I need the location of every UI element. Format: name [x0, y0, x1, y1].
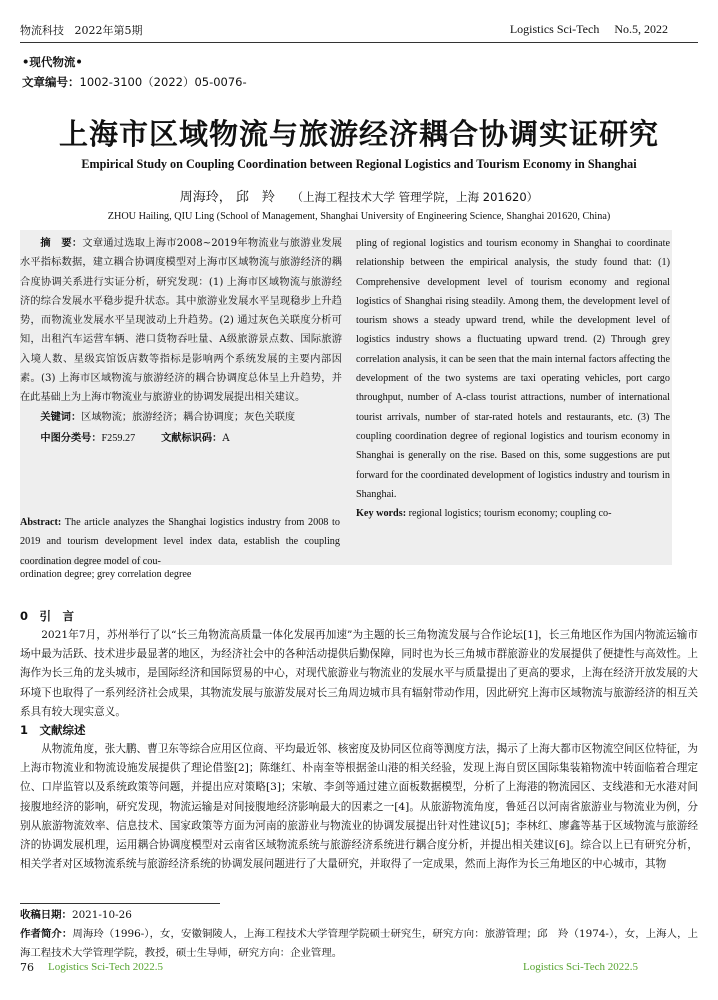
- running-header-right: [510, 22, 668, 37]
- section-1-heading: 1 文献综述: [20, 723, 86, 737]
- running-header-left: [20, 22, 143, 38]
- page-number: 76: [20, 961, 34, 974]
- author-bio-text: 周海玲（1996-），女，安徽铜陵人，上海工程技术大学管理学院硕士研究生，研究方向：旅游管理；邱 羚（1974-），女，上海人，上海工程技术大学管理学院，教授，硕士生导师，研究方向：企业管理。: [20, 928, 698, 959]
- keywords-cn-label: 关键词：: [40, 411, 82, 423]
- clc-label: 中图分类号：: [40, 432, 102, 444]
- journal-name-cn: 物流科技: [20, 24, 64, 37]
- keywords-cn-text: 区域物流；旅游经济；耦合协调度；灰色关联度: [81, 411, 296, 423]
- abstract-en-left: [20, 513, 340, 571]
- header-rule: [20, 42, 698, 43]
- title-cn: 上海市区域物流与旅游经济耦合协调实证研究: [58, 117, 659, 151]
- classification-line: [20, 429, 342, 448]
- footer-journal-right: Logistics Sci-Tech 2022.5: [522, 961, 638, 973]
- footnote-author-bio: [20, 925, 698, 963]
- article-id-label: 文章编号：: [22, 75, 80, 89]
- abstract-cn-text: 文章通过选取上海市2008~2019年物流业与旅游业发展水平指标数据，建立耦合协调度模型对上海市区域物流与旅游经济的耦合度协调关系进行实证分析，研究发现：(1) 上海市区域物流与旅游经济的综合发展水平稳步提升状态。其中旅游业发展水平呈现稳步上升趋势，而物流业发展水平呈现波动上升趋势。(2) 通过灰色关联度分析可知，出租汽车运营车辆、港口货物吞吐量、A级旅游景点数、国际旅游入境人数、星级宾馆饭店数等指标是影响两个系统发展的主要内部因素。(3) 上海市区域物流与旅游经济的耦合协调度总体呈上升趋势，并在此基础上为上海市物流业与旅游业的协调发展提出相关建议。: [20, 238, 342, 404]
- author-bio-label: 作者简介：: [20, 928, 73, 940]
- authors-cn: 周海玲， 邱 羚: [179, 190, 275, 205]
- doc-code-label: 文献标识码：: [161, 432, 223, 444]
- journal-name-en: Logistics Sci-Tech: [509, 22, 600, 36]
- abstract-en-text-right: pling of regional logistics and tourism economy in Shanghai to coordinate relationship between the empirical analysis, the study found that: (1) Comprehensive development level of tourism economy and regional logistics of Shanghai rising steadily. Among them, the development level of tourism shows a steady upward trend, while the development level of logistics industry shows a fluctuating upward trend. (2) Through grey correlation analysis, it can be seen that the main internal factors affecting the development of the two systems are taxi operating vehicles, port cargo throughput, number of A-class tourist attractions, number of international tourist arrivals, number of star-rated hotels and restaurants, etc. (3) The coupling coordination degree of regional logistics and tourism economy in Shanghai is generally on the rise. Based on this, some suggestions are put forward for the coordinated development of logistics industry and tourism in Shanghai.: [356, 238, 670, 500]
- section-1-paragraph: 从物流角度，张大鹏、曹卫东等综合应用区位商、平均最近邻、核密度及协同区位商等测度方法，揭示了上海大都市区物流空间区位特征，为上海市物流业和物流设施发展提供了理论借鉴[2]；陈继红、朴南奎等根据釜山港的相关经验，发现上海自贸区国际集装箱物流中转面临着合理定位、口岸监管以及系统政策等问题，并提出应对策略[3]；宋敏、李剑等通过建立面板数据模型，分析了上海港的物流园区、支线港和无水港对间接腹地经济的影响，研究发现，物流运输是对间接腹地经济影响最大的因素之一[4]。从旅游物流角度，鲁延召以河南省旅游业与物流业为例，分别从旅游物流效率、信息技术、国家政策等方面为河南的旅游业与物流业的协调发展提出针对性建议[5]；李林红、廖鑫等基于区域物流与旅游经济的协调发展机理，运用耦合协调度模型对云南省区域物流系统与旅游经济系统进行耦合度分析，并提出相关建议[6]。综合以上已有研究分析，相关学者对区域物流系统与旅游经济系统的协调发展问题进行了大量研究，并取得了一定成果，然而上海作为长三角地区的中心城市，其物: [20, 743, 698, 871]
- footnote-rule: [20, 903, 220, 904]
- received-date: 2021-10-26: [71, 909, 132, 921]
- authors-en: ZHOU Hailing, QIU Ling (School of Management, Shanghai University of Engineering Science, Shanghai 201620, China): [107, 211, 611, 222]
- keywords-en-label: Key words:: [356, 508, 407, 520]
- abstract-en-label: Abstract:: [20, 517, 62, 528]
- abstract-en-right: [356, 234, 670, 523]
- section-0-paragraph: 2021年7月，苏州举行了以“长三角物流高质量一体化发展再加速”为主题的长三角物流发展与合作论坛[1]，长三角地区作为国内物流运输市场中最为活跃、技术进步最显著的地区，为经济社会中的各种活动提供后勤保障，同时也为长三角城市群旅游业的发展提供了便捷性与高效性。上海作为长三角的龙头城市，是国际经济和国际贸易的中心，对现代旅游业与物流业的发展水平与质量提出了更高的要求，上海在经济开放发展的大环境下也取得了一系列经济社会成果，其物流发展与旅游发展对长三角周边城市具有辐射带动作用，因此研究上海市区域物流与旅游经济的相互关系具有较大现实意义。: [20, 629, 698, 718]
- footer-journal-left: Logistics Sci-Tech 2022.5: [48, 961, 164, 973]
- doc-code-value: A: [222, 432, 230, 444]
- authors-cn-line: [0, 186, 718, 205]
- section-tag: •现代物流•: [22, 55, 83, 69]
- abstract-en-continued: ordination degree; grey correlation degree: [20, 569, 192, 580]
- article-id: [22, 74, 247, 90]
- title-en: Empirical Study on Coupling Coordination between Regional Logistics and Tourism Economy in Shanghai: [81, 157, 637, 171]
- clc-value: F259.27: [101, 432, 136, 444]
- issue-cn: 2022年第5期: [74, 24, 143, 37]
- received-label: 收稿日期：: [20, 909, 72, 921]
- article-id-value: 1002-3100（2022）05-0076-: [79, 75, 247, 89]
- section-0-body: [20, 626, 698, 722]
- issue-en: No.5, 2022: [614, 22, 668, 36]
- keywords-en-text: regional logistics; tourism economy; coupling co-: [408, 508, 612, 520]
- abstract-cn-label: 摘 要：: [40, 238, 83, 249]
- affiliation-cn: （上海工程技术大学 管理学院，上海 201620）: [291, 190, 539, 204]
- abstract-cn-block: [20, 234, 342, 448]
- footnote-received: [20, 906, 698, 925]
- abstract-en-text-left: The article analyzes the Shanghai logistics industry from 2008 to 2019 and tourism development level index data, establish the coupling coordination degree model of cou-: [20, 517, 340, 567]
- section-1-body: [20, 740, 698, 874]
- section-0-heading: 0 引 言: [20, 609, 75, 623]
